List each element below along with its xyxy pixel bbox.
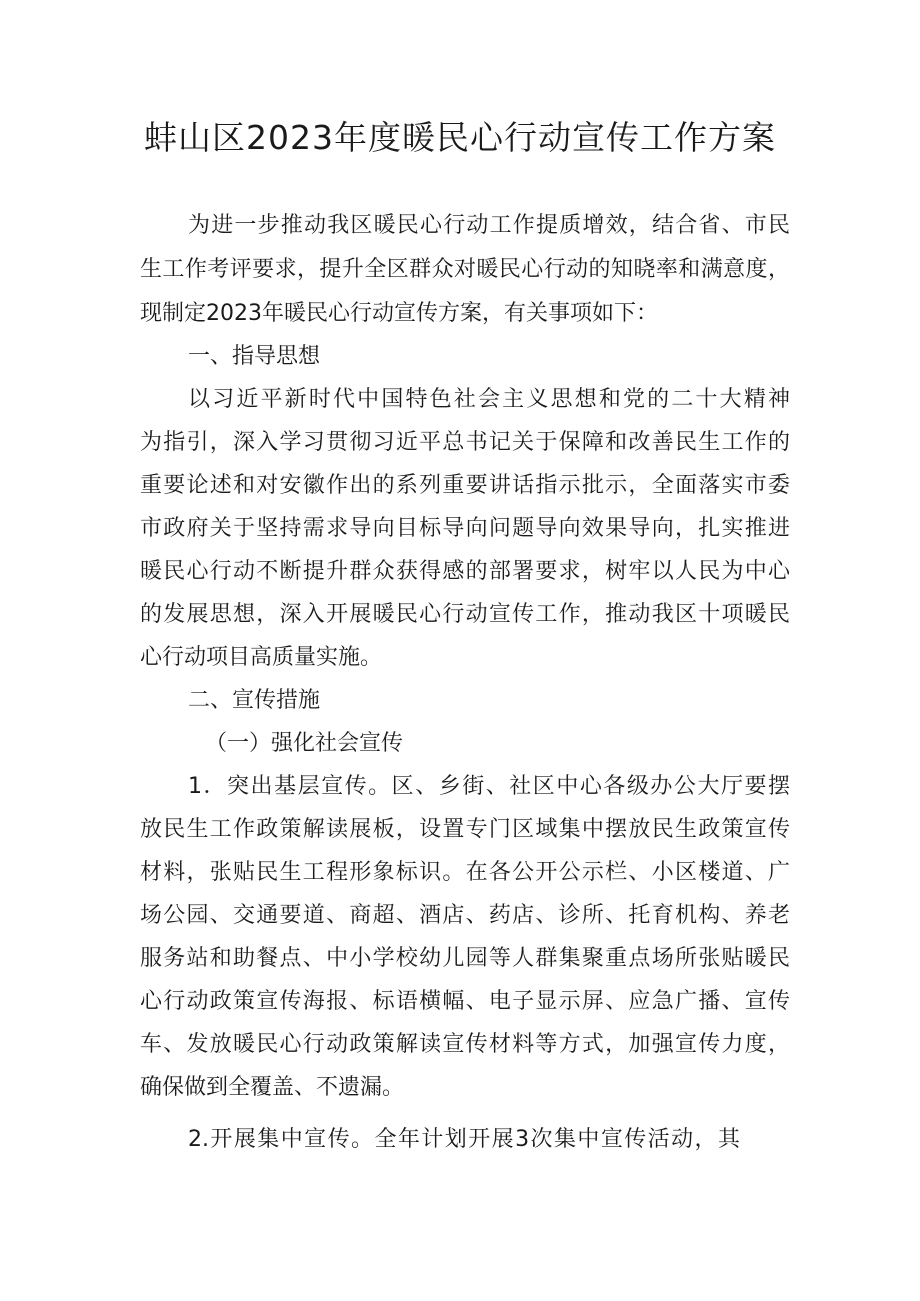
item2-line-1: 2.开展集中宣传。全年计划开展3次集中宣传活动，其 (188, 1127, 740, 1152)
section1-line-4: 市政府关于坚持需求导向目标导向问题导向效果导向，扎实推进 (140, 516, 790, 541)
item1-line-4: 场公园、交通要道、商超、酒店、药店、诊所、托育机构、养老 (140, 903, 790, 928)
section1-line-1: 以习近平新时代中国特色社会主义思想和党的二十大精神 (188, 387, 790, 412)
item1-line-6: 心行动政策宣传海报、标语横幅、电子显示屏、应急广播、宣传 (140, 989, 790, 1014)
intro-line-3: 现制定2023年暖民心行动宣传方案，有关事项如下： (140, 301, 658, 326)
document-title: 蚌山区2023年度暖民心行动宣传工作方案 (144, 118, 776, 157)
intro-line-1: 为进一步推动我区暖民心行动工作提质增效，结合省、市民 (188, 213, 790, 238)
section1-heading: 一、指导思想 (188, 344, 321, 369)
section1-line-5: 暖民心行动不断提升群众获得感的部署要求，树牢以人民为中心 (140, 559, 790, 584)
item1-line-8: 确保做到全覆盖、不遗漏。 (140, 1075, 405, 1100)
section1-line-3: 重要论述和对安徽作出的系列重要讲话指示批示，全面落实市委 (140, 473, 790, 498)
section2-heading: 二、宣传措施 (188, 688, 321, 713)
subsection1-heading: （一）强化社会宣传 (205, 731, 404, 756)
item1-line-5: 服务站和助餐点、中小学校幼儿园等人群集聚重点场所张贴暖民 (140, 946, 790, 971)
section1-line-6: 的发展思想，深入开展暖民心行动宣传工作，推动我区十项暖民 (140, 602, 790, 627)
section1-line-2: 为指引，深入学习贯彻习近平总书记关于保障和改善民生工作的 (140, 430, 790, 455)
intro-line-2: 生工作考评要求，提升全区群众对暖民心行动的知晓率和满意度， (140, 257, 790, 282)
section1-line-7: 心行动项目高质量实施。 (140, 645, 383, 670)
item1-line-3: 材料，张贴民生工程形象标识。在各公开公示栏、小区楼道、广 (140, 860, 790, 885)
item1-line-2: 放民生工作政策解读展板，设置专门区域集中摆放民生政策宣传 (140, 817, 790, 842)
item1-line-7: 车、发放暖民心行动政策解读宣传材料等方式，加强宣传力度， (140, 1032, 790, 1057)
item1-line-1: 1．突出基层宣传。区、乡街、社区中心各级办公大厅要摆 (188, 774, 790, 799)
